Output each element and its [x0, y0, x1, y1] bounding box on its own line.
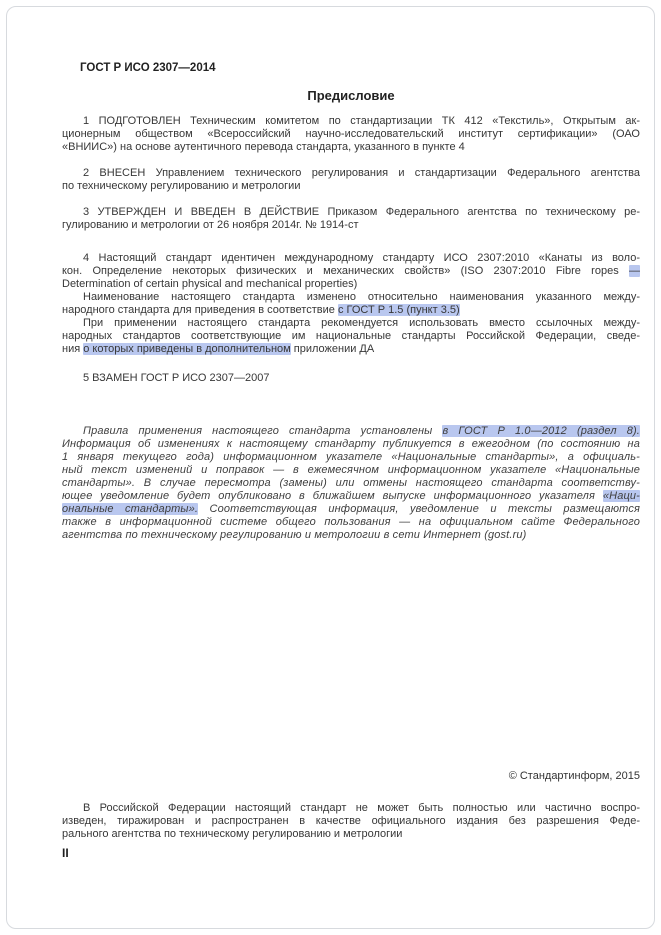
text-line: [62, 265, 640, 278]
text-segment: «ВНИИС») на основе аутентичного перевода стандарта, указанного в пункте 4: [62, 141, 465, 153]
text-highlight: «Наци-: [602, 490, 640, 502]
paragraph-p4: [62, 252, 640, 356]
text-line: [62, 828, 640, 841]
text-highlight: в ГОСТ Р 1.0—2012 (раздел 8).: [442, 425, 640, 437]
text-line: [62, 291, 640, 304]
text-line: [62, 503, 640, 516]
text-segment: также в информационной системе общего пользования — на официальном сайте Федерального: [62, 516, 640, 528]
text-segment: 3 УТВЕРЖДЕН И ВВЕДЕН В ДЕЙСТВИЕ Приказом Федерального агентства по техническому ре-: [83, 206, 640, 218]
text-segment: 4 Настоящий стандарт идентичен международному стандарту ИСО 2307:2010 «Канаты из воло-: [83, 252, 640, 264]
text-segment: ющее уведомление будет опубликовано в ближайшем выпуске информационного указателя: [62, 490, 603, 502]
text-segment: приложении ДА: [290, 343, 375, 355]
text-segment: 1 января текущего года) информационном указателе «Национальные стандарты», а официаль-: [62, 451, 640, 463]
text-segment: Правила применения настоящего стандарта установлены: [83, 425, 443, 437]
text-segment: ционерным обществом «Всероссийский научно-исследовательский институт сертификации» (ОАО: [62, 128, 640, 140]
text-segment: 2 ВНЕСЕН Управлением технического регулирования и стандартизации Федерального агентства: [83, 167, 640, 179]
paragraph-p2: [62, 167, 640, 193]
text-segment: 1 ПОДГОТОВЛЕН Техническим комитетом по стандартизации ТК 412 «Текстиль», Открытым ак-: [83, 115, 640, 127]
text-segment: по техническому регулированию и метрологии: [62, 180, 301, 192]
page-content: [62, 0, 640, 860]
text-line: [62, 278, 640, 291]
text-segment: стандарты». В случае пересмотра (замены) или отмены настоящего стандарта соответству-: [62, 477, 640, 489]
text-line: [62, 115, 640, 128]
text-segment: Determination of certain physical and mechanical properties): [62, 278, 358, 290]
text-line: [62, 304, 640, 317]
text-line: [62, 438, 640, 451]
text-line: [62, 167, 640, 180]
text-line: [62, 529, 640, 542]
text-line: [62, 451, 640, 464]
text-segment: 5 ВЗАМЕН ГОСТ Р ИСО 2307—2007: [83, 372, 270, 384]
text-segment: гулированию и метрологии от 26 ноября 2014г. № 1914-ст: [62, 219, 359, 231]
doc-designation: ГОСТ Р ИСО 2307—2014: [80, 62, 216, 74]
text-line: [62, 802, 640, 815]
paragraph-p3: [62, 206, 640, 232]
text-segment: Информация об изменениях к настоящему стандарту публикуется в ежегодном (по состоянию на: [62, 438, 640, 450]
paragraph-rules: [62, 425, 640, 542]
text-line: [62, 490, 640, 503]
text-highlight: ональные стандарты».: [62, 503, 199, 515]
text-line: [62, 477, 640, 490]
text-segment: ния: [62, 343, 84, 355]
text-line: [62, 343, 640, 356]
text-segment: изведен, тиражирован и распространен в качестве официального издания без разрешения Феде-: [62, 815, 640, 827]
text-line: [62, 219, 640, 232]
text-segment: Наименование настоящего стандарта изменено относительно наименования указанного между-: [83, 291, 640, 303]
text-segment: Соответствующая информация, уведомление и тексты размещаются: [198, 503, 640, 515]
copyright-line: © Стандартинформ, 2015: [508, 770, 640, 782]
text-segment: При применении настоящего стандарта рекомендуется использовать вместо ссылочных между-: [83, 317, 640, 329]
text-segment: народного стандарта для приведения в соответствие: [62, 304, 338, 316]
text-line: [62, 317, 640, 330]
text-segment: В Российской Федерации настоящий стандарт не может быть полностью или частично воспро-: [83, 802, 640, 814]
text-highlight: —: [629, 265, 640, 277]
text-highlight: с ГОСТ Р 1.5 (пункт 3.5): [337, 304, 460, 316]
text-segment: кон. Определение некоторых физических и механических свойств» (ISO 2307:2010 Fibre ropes: [62, 265, 629, 277]
text-segment: народных стандартов соответствующие им национальные стандарты Российской Федерации, сведе-: [62, 330, 640, 342]
text-line: [62, 372, 640, 385]
paragraph-p5: [62, 372, 640, 385]
text-highlight: о которых приведены в дополнительном: [83, 343, 291, 355]
paragraph-bottom: [62, 802, 640, 841]
text-segment: рального агентства по техническому регулированию и метрологии: [62, 828, 403, 840]
text-line: [62, 128, 640, 141]
text-line: [62, 425, 640, 438]
paragraph-container: [62, 115, 640, 542]
text-line: [62, 815, 640, 828]
text-line: [62, 464, 640, 477]
text-line: [62, 252, 640, 265]
bottom-note-container: [62, 802, 640, 841]
text-segment: агентства по техническому регулированию и метрологии в сети Интернет (gost.ru): [62, 529, 527, 541]
text-line: [62, 180, 640, 193]
text-line: [62, 330, 640, 343]
text-segment: ный текст изменений и поправок — в ежемесячном информационном указателе «Национальные: [62, 464, 640, 476]
page-number: II: [62, 846, 69, 860]
text-line: [62, 141, 640, 154]
page-title: Предисловие: [307, 88, 395, 103]
text-line: [62, 516, 640, 529]
text-line: [62, 206, 640, 219]
paragraph-p1: [62, 115, 640, 154]
